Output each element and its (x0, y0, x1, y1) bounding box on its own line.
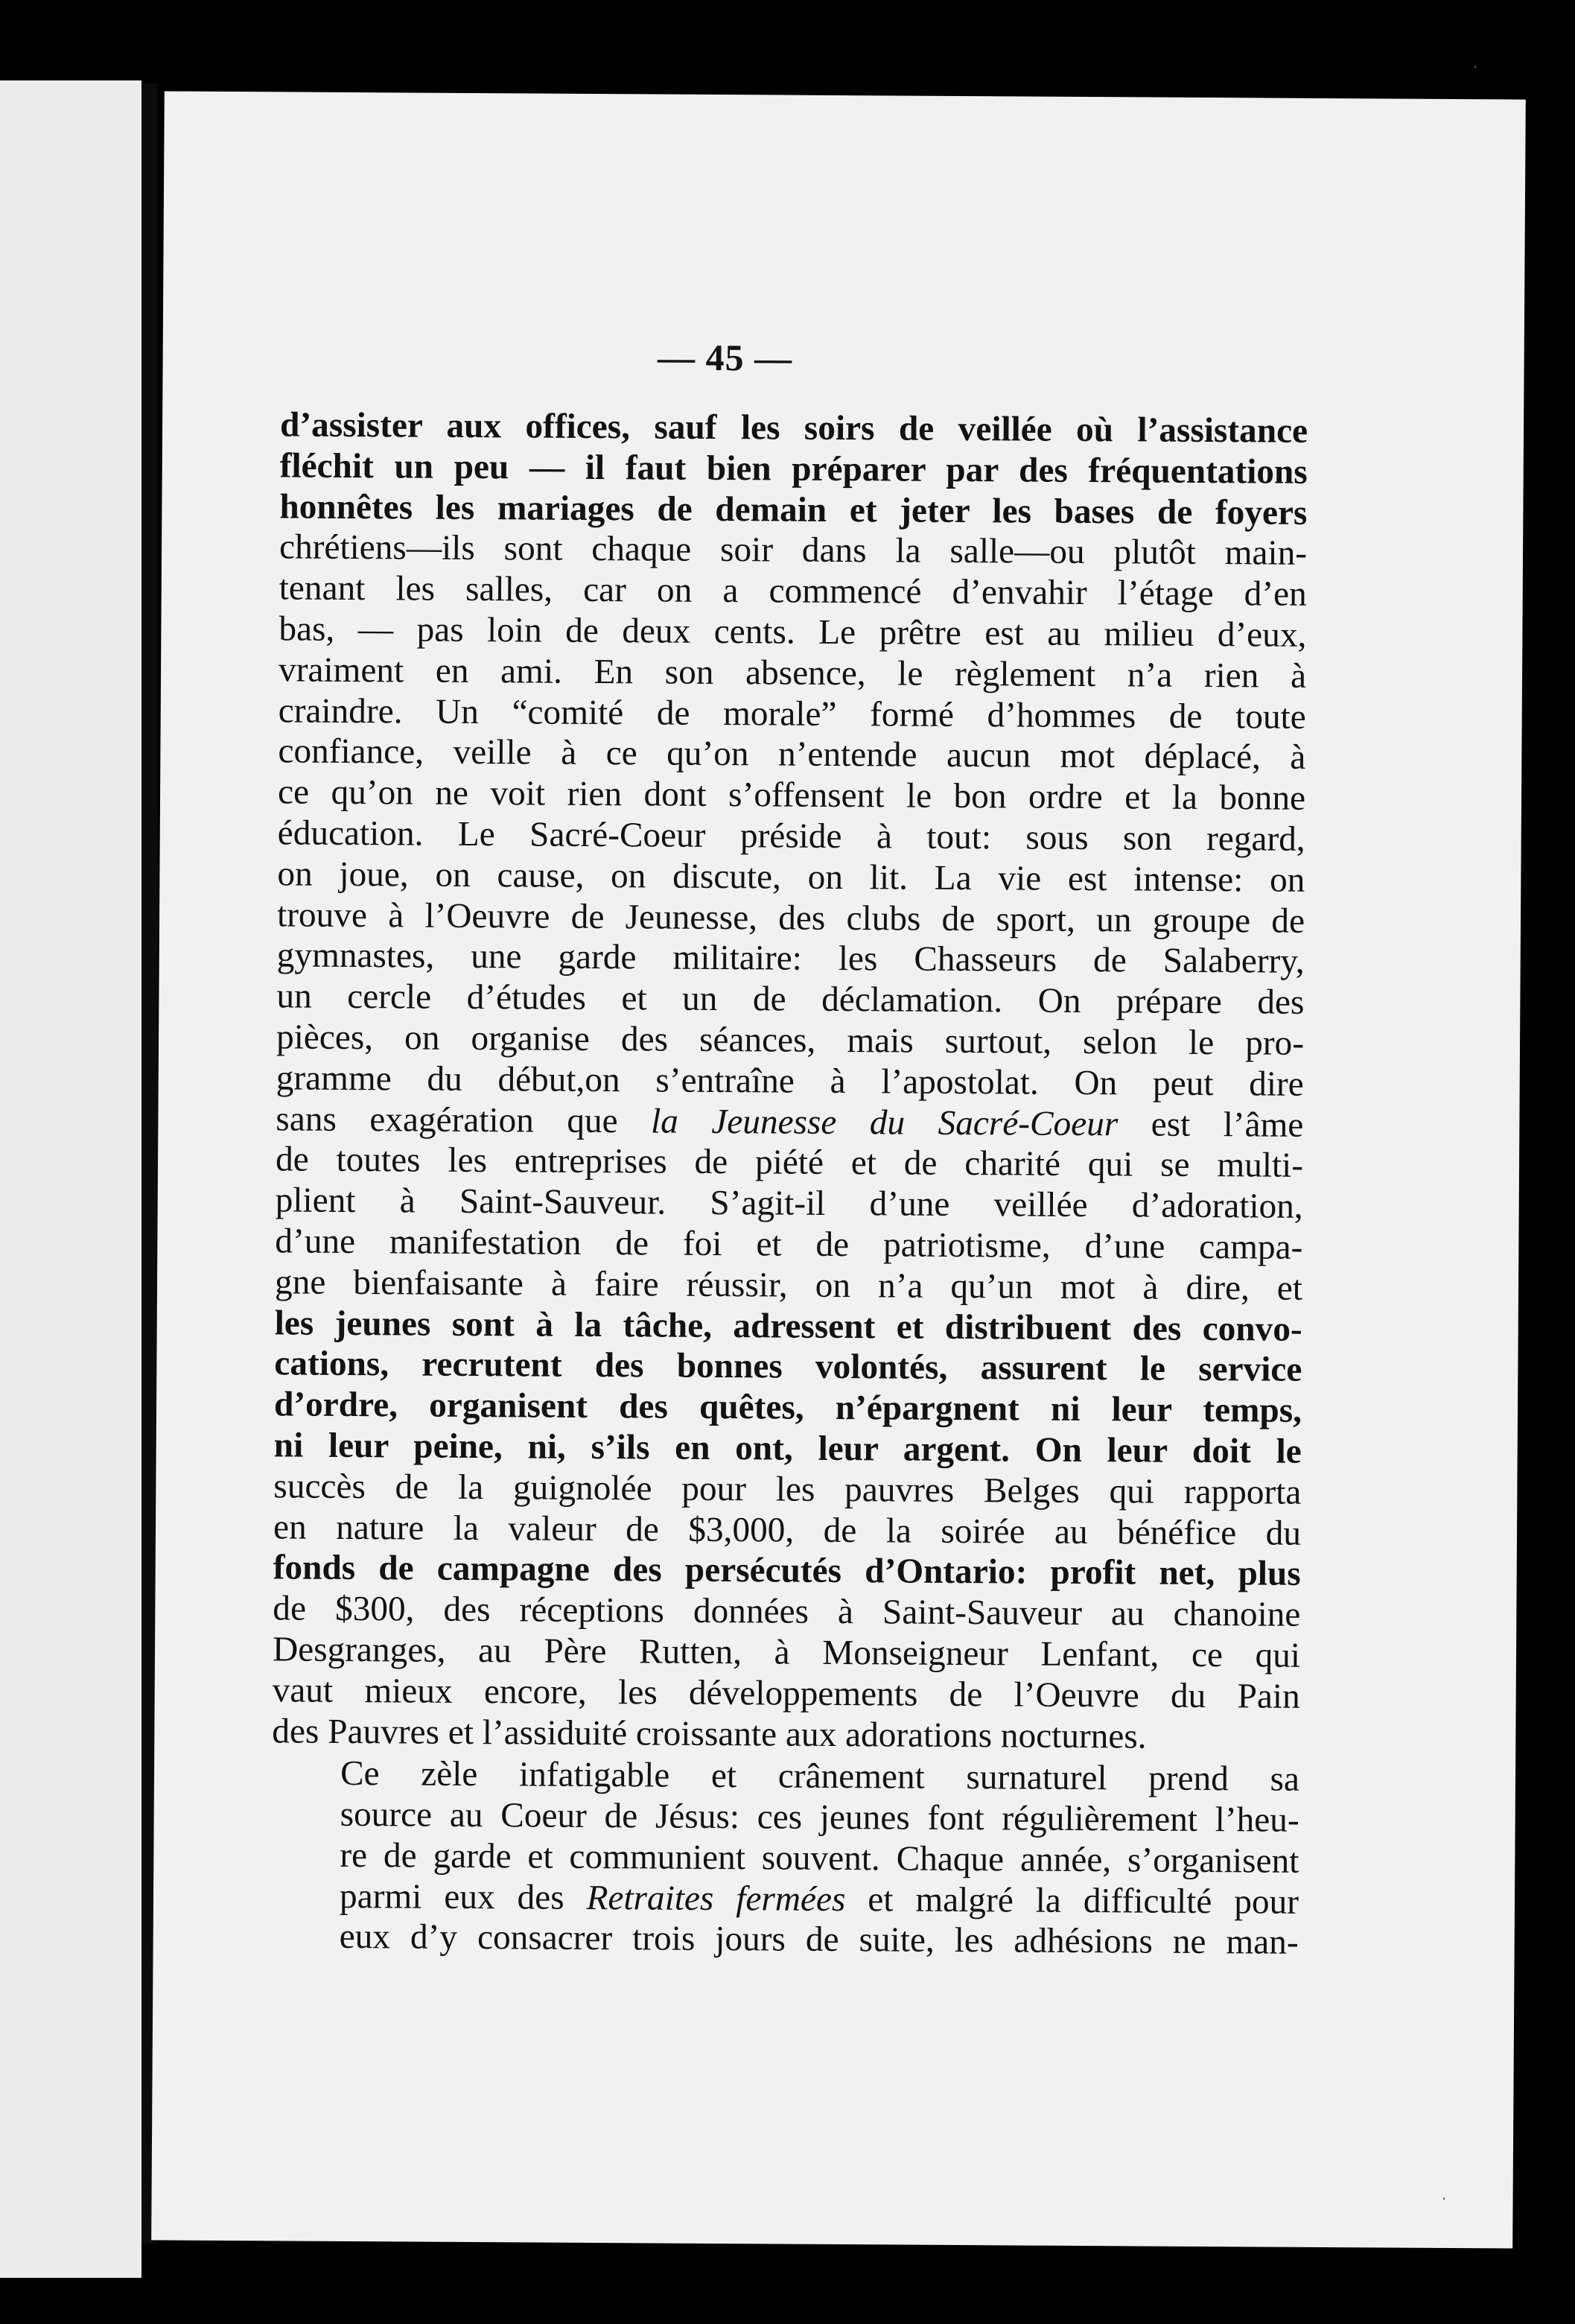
text-line: vraiment en ami. En son absence, le règlement n’a rien à (278, 650, 1307, 696)
text-line: gramme du début,on s’entraîne à l’apostolat. On peut dire (276, 1058, 1304, 1104)
text-line: plient à Saint-Sauveur. S’agit-il d’une veillée d’adoration, (275, 1181, 1303, 1226)
text-line: Ce zèle infatigable et crânement surnaturel prend sa (340, 1754, 1300, 1800)
paragraph-2 (271, 1753, 1300, 1963)
text-line: fonds de campagne des persécutés d’Ontario: profit net, plus (273, 1548, 1301, 1594)
text-line: des Pauvres et l’assiduité croissante aux adorations nocturnes. (272, 1711, 1147, 1756)
text-line: honnêtes les mariages de demain et jeter les bases de foyers (279, 486, 1308, 533)
page-number: — 45 — (657, 336, 793, 379)
text-line: cations, recrutent des bonnes volontés, assurent le service (274, 1344, 1302, 1390)
text-line: d’une manifestation de foi et de patriotisme, d’une campa- (275, 1222, 1303, 1267)
text-line: Desgranges, au Père Rutten, à Monseigneur Lenfant, ce qui (272, 1630, 1301, 1675)
text-line: de toutes les entreprises de piété et de charité qui se multi- (275, 1140, 1304, 1186)
text-line: source au Coeur de Jésus: ces jeunes font régulièrement l’heu- (340, 1795, 1299, 1840)
scan-speck-mark: · (1473, 58, 1478, 76)
text-line: pièces, on organise des séances, mais surtout, selon le pro- (276, 1017, 1305, 1063)
text-line: vaut mieux encore, les développements de l’Oeuvre du Pain (272, 1671, 1300, 1716)
body-text (271, 404, 1308, 1963)
paragraph-1 (272, 404, 1308, 1758)
facing-page-edge (0, 80, 141, 2278)
scan-speck-mark: · (1442, 2190, 1447, 2208)
text-line: succès de la guignolée pour les pauvres Belges qui rapporta (273, 1467, 1302, 1512)
text-line: sans exagération que la Jeunesse du Sacré-Coeur est l’âme (276, 1099, 1304, 1145)
text-line: en nature la valeur de $3,000, de la soirée au bénéfice du (273, 1507, 1302, 1553)
text-line: parmi eux des Retraites fermées et malgré la difficulté pour (339, 1876, 1299, 1922)
text-line: trouve à l’Oeuvre de Jeunesse, des clubs de sport, un groupe de (276, 895, 1305, 941)
text-line: craindre. Un “comité de morale” formé d’hommes de toute (278, 690, 1306, 737)
text-line: confiance, veille à ce qu’on n’entende aucun mot déplacé, à (278, 731, 1306, 778)
text-line: fléchit un peu — il faut bien préparer par des fréquentations (279, 446, 1308, 492)
text-line: on joue, on cause, on discute, on lit. La vie est intense: on (277, 854, 1305, 900)
text-line: d’ordre, organisent des quêtes, n’épargnent ni leur temps, (273, 1385, 1302, 1430)
text-line: chrétiens—ils sont chaque soir dans la salle—ou plutôt main- (279, 527, 1308, 574)
text-line: gne bienfaisante à faire réussir, on n’a qu’un mot à dire, et (274, 1263, 1303, 1308)
text-line: ni leur peine, ni, s’ils en ont, leur argent. On leur doit le (273, 1426, 1302, 1471)
text-line: bas, — pas loin de deux cents. Le prêtre est au milieu d’eux, (279, 609, 1307, 655)
text-line: de $300, des réceptions données à Saint-Sauveur au chanoine (273, 1589, 1301, 1634)
text-line: gymnastes, une garde militaire: les Chasseurs de Salaberry, (276, 936, 1305, 982)
text-line: d’assister aux offices, sauf les soirs de veillée où l’assistance (279, 405, 1308, 451)
text-line: eux d’y consacrer trois jours de suite, les adhésions ne man- (339, 1917, 1299, 1963)
text-line: les jeunes sont à la tâche, adressent et distribuent des convo- (274, 1303, 1302, 1349)
text-line: tenant les salles, car on a commencé d’envahir l’étage d’en (279, 568, 1307, 615)
text-line: éducation. Le Sacré-Coeur préside à tout: sous son regard, (277, 813, 1305, 859)
text-line: re de garde et communient souvent. Chaque année, s’organisent (340, 1835, 1299, 1881)
book-page (151, 91, 1526, 2248)
text-line: un cercle d’études et un de déclamation. On prépare des (276, 977, 1305, 1022)
text-line: ce qu’on ne voit rien dont s’offensent le bon ordre et la bonne (277, 772, 1306, 818)
